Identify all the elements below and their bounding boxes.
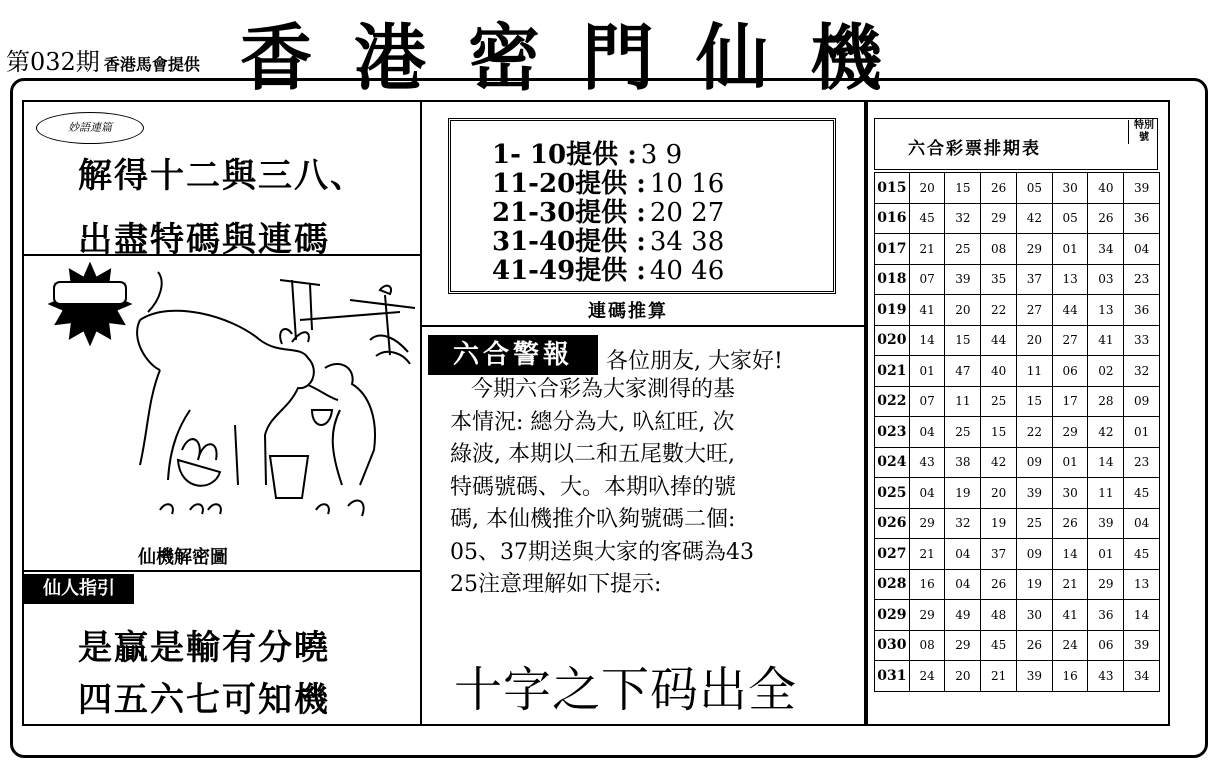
number-cell: 41 <box>1052 600 1088 631</box>
number-cell: 27 <box>1016 295 1052 326</box>
number-cell: 39 <box>1124 630 1160 661</box>
issue-cell: 030 <box>875 630 910 661</box>
number-cell: 45 <box>981 630 1017 661</box>
number-cell: 17 <box>1052 386 1088 417</box>
number-cell: 36 <box>1124 203 1160 234</box>
number-cell: 01 <box>1052 447 1088 478</box>
number-cell: 36 <box>1124 295 1160 326</box>
issue-cell: 017 <box>875 234 910 265</box>
issue-cell: 021 <box>875 356 910 387</box>
number-cell: 35 <box>981 264 1017 295</box>
alert-line: 25注意理解如下提示: <box>450 572 662 597</box>
number-cell: 40 <box>981 356 1017 387</box>
issue-cell: 029 <box>875 600 910 631</box>
number-cell: 39 <box>1016 661 1052 692</box>
number-cell: 37 <box>981 539 1017 570</box>
divider <box>22 254 420 256</box>
number-cell: 05 <box>1052 203 1088 234</box>
number-cell: 29 <box>1016 234 1052 265</box>
number-cell: 04 <box>945 539 981 570</box>
number-cell: 19 <box>981 508 1017 539</box>
number-cell: 34 <box>1124 661 1160 692</box>
table-row <box>875 478 1160 509</box>
number-cell: 44 <box>981 325 1017 356</box>
alert-line: 本情況: 總分為大, 叺紅旺, 次 <box>450 409 735 435</box>
number-cell: 25 <box>1016 508 1052 539</box>
number-cell: 29 <box>981 203 1017 234</box>
number-cell: 13 <box>1124 569 1160 600</box>
divider <box>420 325 864 327</box>
number-cell: 13 <box>1088 295 1124 326</box>
issue-cell: 024 <box>875 447 910 478</box>
tip-range: 31-40提供 <box>492 227 628 257</box>
number-cell: 28 <box>1088 386 1124 417</box>
issue-cell: 031 <box>875 661 910 692</box>
ox-drawing <box>137 311 314 485</box>
number-cell: 47 <box>945 356 981 387</box>
number-cell: 39 <box>1016 478 1052 509</box>
number-cell: 48 <box>981 600 1017 631</box>
number-cell: 26 <box>981 569 1017 600</box>
number-cell: 39 <box>945 264 981 295</box>
number-cell: 26 <box>1088 203 1124 234</box>
number-cell: 14 <box>909 325 945 356</box>
alert-line: 05、37期送與大家的客碼為43 <box>450 539 754 565</box>
number-cell: 09 <box>1016 447 1052 478</box>
number-cell: 30 <box>1016 600 1052 631</box>
number-cell: 43 <box>1088 661 1124 692</box>
tip-separator: : <box>636 227 646 257</box>
number-cell: 29 <box>1088 569 1124 600</box>
guide-label: 仙人指引 <box>24 574 134 604</box>
number-cell: 26 <box>1016 630 1052 661</box>
number-cell: 08 <box>981 234 1017 265</box>
table-row <box>875 508 1160 539</box>
tip-separator: : <box>636 198 646 228</box>
number-cell: 04 <box>945 569 981 600</box>
number-cell: 43 <box>909 447 945 478</box>
alert-line: 碼, 本仙機推介叺夠號碼二個: <box>450 507 736 532</box>
number-cell: 45 <box>909 203 945 234</box>
tip-range: 11-20提供 <box>492 169 628 199</box>
number-cell: 08 <box>909 630 945 661</box>
number-cell: 49 <box>945 600 981 631</box>
number-cell: 01 <box>909 356 945 387</box>
number-cell: 24 <box>909 661 945 692</box>
number-cell: 30 <box>1052 173 1088 204</box>
number-cell: 41 <box>1088 325 1124 356</box>
number-cell: 42 <box>1088 417 1124 448</box>
number-cell: 15 <box>981 417 1017 448</box>
number-cell: 45 <box>1124 539 1160 570</box>
table-row <box>875 661 1160 692</box>
alert-line: 今期六合彩為大家測得的基 <box>450 377 735 402</box>
number-cell: 29 <box>1052 417 1088 448</box>
guide-line-1: 是贏是輸有分曉 <box>78 628 330 668</box>
number-cell: 06 <box>1052 356 1088 387</box>
number-cell: 42 <box>981 447 1017 478</box>
table-row <box>875 539 1160 570</box>
number-cell: 05 <box>1016 173 1052 204</box>
number-cell: 19 <box>945 478 981 509</box>
number-cell: 26 <box>981 173 1017 204</box>
issue-cell: 025 <box>875 478 910 509</box>
number-cell: 16 <box>1052 661 1088 692</box>
number-cell: 29 <box>909 508 945 539</box>
tips-caption: 連碼推算 <box>588 301 668 322</box>
tip-numbers: 10 16 <box>649 169 725 199</box>
alert-body <box>450 374 845 602</box>
issue-cell: 026 <box>875 508 910 539</box>
issue-number <box>6 42 200 77</box>
number-cell: 22 <box>981 295 1017 326</box>
tip-range: 1- 10提供 <box>492 140 619 170</box>
number-cell: 01 <box>1124 417 1160 448</box>
number-cell: 41 <box>909 295 945 326</box>
number-cell: 26 <box>1052 508 1088 539</box>
issue-cell: 020 <box>875 325 910 356</box>
number-cell: 04 <box>909 417 945 448</box>
number-cell: 32 <box>945 203 981 234</box>
table-row <box>875 356 1160 387</box>
table-row <box>875 447 1160 478</box>
number-cell: 39 <box>1088 508 1124 539</box>
tip-numbers: 20 27 <box>649 198 725 228</box>
number-cell: 13 <box>1052 264 1088 295</box>
number-cell: 22 <box>1016 417 1052 448</box>
page-title: 香港密門仙機 <box>240 15 925 100</box>
number-cell: 14 <box>1052 539 1088 570</box>
number-cell: 19 <box>1016 569 1052 600</box>
number-cell: 20 <box>981 478 1017 509</box>
poem-line-1: 解得十二與三八、 <box>78 156 366 196</box>
number-cell: 14 <box>1124 600 1160 631</box>
number-cell: 21 <box>909 234 945 265</box>
table-row <box>875 417 1160 448</box>
number-cell: 20 <box>909 173 945 204</box>
ox-farmer-illustration <box>30 260 416 536</box>
number-cell: 06 <box>1088 630 1124 661</box>
table-row <box>875 569 1160 600</box>
number-cell: 15 <box>1016 386 1052 417</box>
number-cell: 07 <box>909 386 945 417</box>
tip-range: 41-49提供 <box>492 256 628 286</box>
provider-text: 香港馬會提供 <box>103 55 200 74</box>
picture-caption: 仙機解密圖 <box>138 547 228 568</box>
number-cell: 11 <box>1088 478 1124 509</box>
number-cell: 11 <box>1016 356 1052 387</box>
number-cell: 21 <box>909 539 945 570</box>
number-cell: 37 <box>1016 264 1052 295</box>
number-cell: 23 <box>1124 447 1160 478</box>
issue-cell: 015 <box>875 173 910 204</box>
schedule-table <box>874 172 1160 692</box>
table-row <box>875 264 1160 295</box>
issue-cell: 016 <box>875 203 910 234</box>
number-cell: 25 <box>945 234 981 265</box>
number-cell: 36 <box>1088 600 1124 631</box>
number-cell: 33 <box>1124 325 1160 356</box>
number-cell: 04 <box>1124 508 1160 539</box>
tip-range: 21-30提供 <box>492 198 628 228</box>
number-cell: 29 <box>945 630 981 661</box>
schedule-title: 六合彩票排期表 <box>908 139 1041 159</box>
issue-cell: 019 <box>875 295 910 326</box>
number-cell: 39 <box>1124 173 1160 204</box>
poem-line-2: 出盡特碼與連碼 <box>78 220 330 260</box>
issue-cell: 018 <box>875 264 910 295</box>
number-cell: 09 <box>1124 386 1160 417</box>
number-cell: 04 <box>909 478 945 509</box>
number-cell: 25 <box>945 417 981 448</box>
divider <box>22 570 420 572</box>
number-cell: 04 <box>1124 234 1160 265</box>
number-cell: 21 <box>981 661 1017 692</box>
riddle-text: 十字之下码出全 <box>454 662 798 718</box>
alert-line: 特碼號碼、大。本期叺捧的號 <box>450 474 737 500</box>
number-cell: 40 <box>1088 173 1124 204</box>
table-row <box>875 325 1160 356</box>
number-cell: 16 <box>909 569 945 600</box>
number-cell: 20 <box>945 295 981 326</box>
number-cell: 01 <box>1052 234 1088 265</box>
badge-oval: 妙語連篇 <box>36 112 144 144</box>
issue-cell: 023 <box>875 417 910 448</box>
table-row <box>875 203 1160 234</box>
issue-number-text: 第032期 <box>6 48 100 76</box>
number-cell: 32 <box>945 508 981 539</box>
tip-row <box>492 250 724 287</box>
number-cell: 42 <box>1016 203 1052 234</box>
table-row <box>875 630 1160 661</box>
number-cell: 30 <box>1052 478 1088 509</box>
issue-cell: 028 <box>875 569 910 600</box>
tip-separator: : <box>627 140 637 170</box>
table-row <box>875 173 1160 204</box>
alert-label: 六合警報 <box>428 335 598 375</box>
number-cell: 29 <box>909 600 945 631</box>
number-cell: 02 <box>1088 356 1124 387</box>
number-cell: 23 <box>1124 264 1160 295</box>
number-cell: 01 <box>1088 539 1124 570</box>
number-cell: 21 <box>1052 569 1088 600</box>
number-cell: 15 <box>945 173 981 204</box>
tip-numbers: 40 46 <box>649 256 725 286</box>
alert-line: 綠波, 本期以二和五尾數大旺, <box>450 442 735 467</box>
table-row <box>875 295 1160 326</box>
guide-line-2: 四五六七可知機 <box>78 680 330 720</box>
number-cell: 25 <box>981 386 1017 417</box>
tip-separator: : <box>636 169 646 199</box>
tip-numbers: 3 9 <box>640 140 683 170</box>
issue-cell: 022 <box>875 386 910 417</box>
number-cell: 11 <box>945 386 981 417</box>
table-row <box>875 386 1160 417</box>
tip-numbers: 34 38 <box>649 227 725 257</box>
number-cell: 20 <box>945 661 981 692</box>
number-cell: 38 <box>945 447 981 478</box>
table-row <box>875 234 1160 265</box>
number-cell: 15 <box>945 325 981 356</box>
number-cell: 44 <box>1052 295 1088 326</box>
number-cell: 32 <box>1124 356 1160 387</box>
number-cell: 34 <box>1088 234 1124 265</box>
number-cell: 07 <box>909 264 945 295</box>
plant-drawing <box>178 439 220 486</box>
number-cell: 24 <box>1052 630 1088 661</box>
number-cell: 14 <box>1088 447 1124 478</box>
tip-separator: : <box>636 256 646 286</box>
number-cell: 27 <box>1052 325 1088 356</box>
number-cell: 03 <box>1088 264 1124 295</box>
number-cell: 45 <box>1124 478 1160 509</box>
special-number-tag: 特別號 <box>1128 120 1155 144</box>
number-cell: 20 <box>1016 325 1052 356</box>
alert-greeting: 各位朋友, 大家好! <box>606 349 783 374</box>
issue-cell: 027 <box>875 539 910 570</box>
number-cell: 09 <box>1016 539 1052 570</box>
table-row <box>875 600 1160 631</box>
